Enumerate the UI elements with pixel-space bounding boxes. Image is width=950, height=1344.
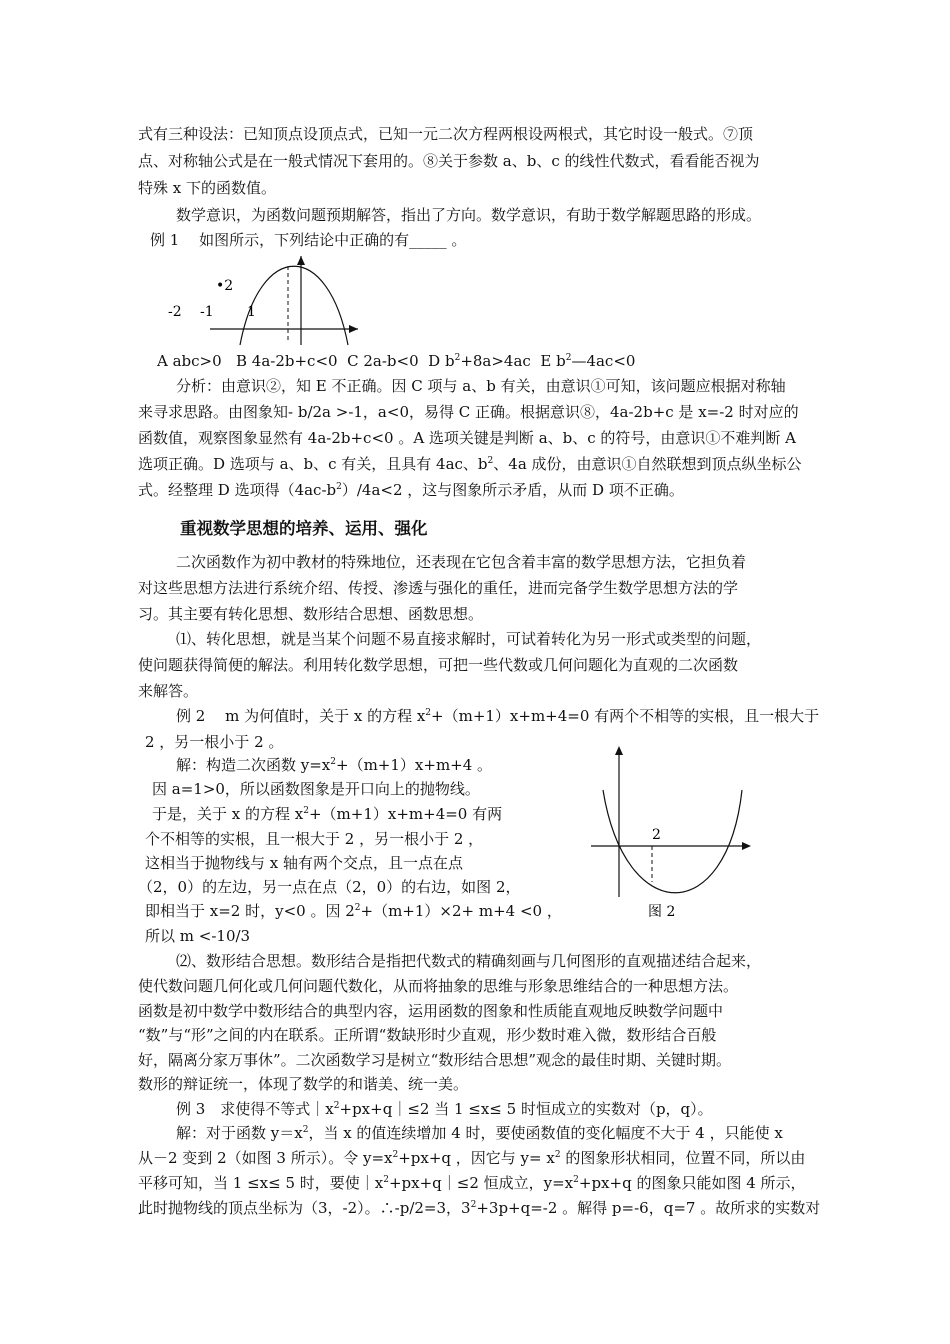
intro-paragraph: 数学意识，为函数问题预期解答，指出了方向。数学意识，有助于数学解题思路的形成。 — [176, 206, 762, 224]
parabola-curve — [603, 790, 742, 893]
example-2-solution-3: 于是，关于 x 的方程 $x^2+(m+1)x+m+4=0$ 有两 — [152, 805, 503, 823]
analysis-line-1: 分析：由意识②，知 E 不正确。因 C 项与 a、b 有关，由意识①可知，该问题应根据对称轴 — [176, 377, 786, 395]
intro-line-2: 点、对称轴公式是在一般式情况下套用的。⑧关于参数 a、b、c 的线性代数式，看看能否视为 — [138, 152, 760, 170]
example-1-options — [157, 350, 635, 372]
example-3-solution-3: 平移可知，当 1 ≤x≤ 5 时，要使$|x^2+px+q|\le 2$ 恒成立，$y=x^2+px+q$ 的图象只能如图 4 所示， — [138, 1174, 806, 1192]
option-a: A abc>0 — [157, 352, 222, 370]
example-3-solution-1: 解：对于函数 $y=x^2$，当 x 的值连续增加 4 时，要使函数值的变化幅度不大于 4 ，只能使 x — [176, 1124, 783, 1142]
example-1-question: 例 1 如图所示，下列结论中正确的有_____ 。 — [150, 231, 467, 249]
para4-line-1: ⑵、数形结合思想。数形结合是指把代数式的精确刻画与几何图形的直观描述结合起来， — [176, 952, 762, 970]
fig2-caption: 图 2 — [648, 904, 676, 920]
para2-line-1: 二次函数作为初中教材的特殊地位，还表现在它包含着丰富的数学思想方法，它担负着 — [176, 553, 747, 571]
example-3-solution-4: 此时抛物线的顶点坐标为（3，-2）。∴-p/2=3，$3^2+3p+q=-2$ 。解得 p=-6，q=7 。故所求的实数对 — [138, 1199, 821, 1217]
para4-line-2: 使代数问题几何化或几何问题代数化，从而将抽象的思维与形象思维结合的一种思想方法。 — [138, 977, 739, 995]
label-minus-2: -2 — [168, 304, 182, 320]
para4-line-4: “数”与“形”之间的内在联系。正所谓“数缺形时少直观，形少数时难入微，数形结合百般 — [138, 1026, 717, 1044]
example-2-solution-8: 所以 m <-10/3 — [145, 927, 251, 945]
para4-line-3: 函数是初中数学中数形结合的典型内容，运用函数的图象和性质能直观地反映数学问题中 — [138, 1002, 724, 1020]
para2-line-2: 对这些思想方法进行系统介绍、传授、渗透与强化的重任，进而完备学生数学思想方法的学 — [138, 579, 739, 597]
example-3-solution-2: 从－2 变到 2（如图 3 所示）。令 $y=x^2+px+q$ ，因它与 $y= x^2$ 的图象形状相同，位置不同，所以由 — [138, 1149, 806, 1167]
x-axis-arrow — [349, 325, 358, 333]
example-2-solution-2: 因 a=1>0，所以函数图象是开口向上的抛物线。 — [152, 780, 480, 798]
parabola-curve — [240, 266, 348, 345]
analysis-line-4: 选项正确。D 选项与 a、b、c 有关，且具有 4ac、$b^2$、4a 成份，由意识①自然联想到顶点纵坐标公 — [138, 455, 802, 473]
intro-line-1: 式有三种设法：已知顶点设顶点式，已知一元二次方程两根设两根式，其它时设一般式。⑦顶 — [138, 125, 754, 143]
x-axis-arrow — [742, 842, 751, 850]
example-2-solution-7: 即相当于 x=2 时，y<0 。因 $2^2+(m+1)\times 2+ m+4 <0$ ， — [145, 902, 562, 920]
example-1-figure — [160, 250, 370, 350]
section-heading: 重视数学思想的培养、运用、强化 — [180, 519, 428, 538]
analysis-line-2: 来寻求思路。由图象知- b/2a >-1，a<0，易得 C 正确。根据意识⑧，4a-2b+c 是 x=-2 时对应的 — [138, 403, 799, 421]
example-2-solution-1: 解：构造二次函数 $y=x^2+(m+1)x+m+4$ 。 — [176, 756, 493, 774]
para4-line-5: 好，隔离分家万事休”。二次函数学习是树立“数形结合思想”观念的最佳时期、关键时期。 — [138, 1051, 732, 1069]
label-plus-1: 1 — [247, 304, 256, 320]
label-minus-1: -1 — [200, 304, 214, 320]
option-e: E $b^2—4ac<0$ — [540, 352, 636, 370]
y-axis-arrow — [615, 746, 623, 755]
figure-2 — [585, 742, 755, 922]
example-2-question-1: 例 2 m 为何值时，关于 x 的方程 $x^2+(m+1)x+m+4=0$ 有两个不相等的实根，且一根大于 — [176, 707, 820, 725]
intro-line-3: 特殊 x 下的函数值。 — [138, 179, 276, 197]
para2-line-3: 习。其主要有转化思想、数形结合思想、函数思想。 — [138, 605, 484, 623]
example-3-question: 例 3 求使得不等式$|x^2+px+q|\le 2$ 当 1 ≤x≤ 5 时恒成立的实数对（p，q）。 — [176, 1100, 713, 1118]
analysis-line-5: 式。经整理 D 选项得$(4ac-b^2)/4a<2$ ，这与图象所示矛盾，从而 D 项不正确。 — [138, 481, 684, 499]
analysis-line-3: 函数值，观察图象显然有 4a-2b+c<0 。A 选项关键是判断 a、b、c 的符号，由意识①不难判断 A — [138, 429, 797, 447]
option-c: C 2a-b<0 — [347, 352, 419, 370]
fig2-label-2: 2 — [652, 827, 661, 843]
example-2-solution-5: 这相当于抛物线与 x 轴有两个交点，且一点在点 — [145, 854, 463, 872]
example-2-question-2: 2 ，另一根小于 2 。 — [145, 733, 284, 751]
label-dot-2: •2 — [216, 278, 234, 294]
para3-line-2: 使问题获得简便的解法。利用转化数学思想，可把一些代数或几何问题化为直观的二次函数 — [138, 656, 739, 674]
para3-line-1: ⑴、转化思想，就是当某个问题不易直接求解时，可试着转化为另一形式或类型的问题， — [176, 630, 762, 648]
option-b: B 4a-2b+c<0 — [235, 352, 338, 370]
para3-line-3: 来解答。 — [138, 682, 199, 700]
example-2-solution-4: 个不相等的实根，且一根大于 2 ，另一根小于 2 ， — [145, 830, 484, 848]
y-axis-arrow — [297, 256, 305, 265]
option-d: D $b^2+8a>4ac$ — [428, 352, 531, 370]
para4-line-6: 数形的辩证统一，体现了数学的和谐美、统一美。 — [138, 1075, 469, 1093]
example-2-solution-6: （2，0）的左边，另一点在点（2，0）的右边，如图 2， — [138, 878, 521, 896]
